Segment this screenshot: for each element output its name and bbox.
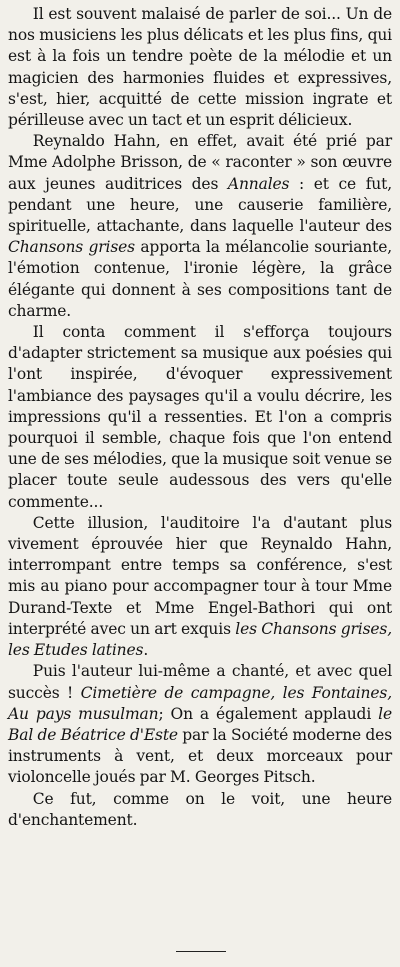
end-rule bbox=[176, 951, 226, 952]
italic-title-text: les Chansons grises, les Etudes latines bbox=[8, 619, 393, 660]
italic-title-text: Annales bbox=[227, 174, 290, 193]
paragraph-conclusion bbox=[8, 789, 392, 831]
paragraph-intro bbox=[8, 4, 392, 131]
paragraph-adapting-music bbox=[8, 322, 392, 513]
text-run: . bbox=[143, 641, 149, 660]
article-body bbox=[8, 4, 392, 831]
text-run: Ce fut, comme on le voit, une heure d'enchantement. bbox=[8, 789, 392, 829]
text-run: Cette illusion, l'auditoire l'a d'autant plus vivement éprouvée hier que Reynaldo Hahn, interrompant entre temps sa conférence, s'est mis au piano pour accompagner tour à tour Mme Durand-Texte et Mme Engel-Bathori qui ont interprété avec un art exquis bbox=[8, 513, 392, 638]
paragraph-songs-performed bbox=[8, 661, 392, 788]
paragraph-piano-accompaniment bbox=[8, 513, 392, 661]
text-run: ; On a également applaudi bbox=[158, 704, 379, 723]
italic-title-text: Cimetière de campagne, les Fontaines, Au pays musulman bbox=[8, 683, 392, 723]
text-run: Il est souvent malaisé de parler de soi... Un de nos musiciens les plus délicats et les plus fins, qui est à la fois un tendre poète de la mélodie et un magicien des harmonies fluides et expressives, s'est, hier, acquitté de cette mission ingrate et périlleuse avec un tact et un esprit délicieux. bbox=[8, 5, 392, 130]
text-run: : et ce fut, pendant une heure, une causerie familière, spirituelle, attachante, dans laquelle l'auteur des bbox=[8, 174, 392, 236]
text-run: par la Société moderne des instruments à vent, et deux morceaux pour violoncelle joués par M. Georges Pitsch. bbox=[8, 725, 392, 787]
text-run: Puis l'auteur lui-même a chanté, et avec quel succès ! bbox=[8, 662, 392, 702]
paragraph-reynaldo-hahn-causerie bbox=[8, 131, 392, 322]
italic-title-text: Chansons grises bbox=[8, 238, 135, 257]
text-run: Il conta comment il s'efforça toujours d'adapter strictement sa musique aux poésies qui l'ont inspirée, d'évoquer expressivement l'ambiance des paysages qu'il a voulu décrire, les impressions qu'il a ressenties. Et l'on a compris pourquoi il semble, chaque fois que l'on entend une de ses mélodies, que la musique soit venue se placer toute seule audessous des vers qu'elle commente... bbox=[8, 323, 392, 511]
text-run: Reynaldo Hahn, en effet, avait été prié par Mme Adolphe Brisson, de « raconter » son œuvre aux jeunes auditrices des bbox=[8, 132, 392, 193]
italic-title-text: le Bal de Béatrice d'Este bbox=[8, 704, 392, 744]
text-run: apporta la mélancolie souriante, l'émotion contenue, l'ironie légère, la grâce élégante qui donnent à ses compositions tant de charme. bbox=[8, 238, 392, 320]
